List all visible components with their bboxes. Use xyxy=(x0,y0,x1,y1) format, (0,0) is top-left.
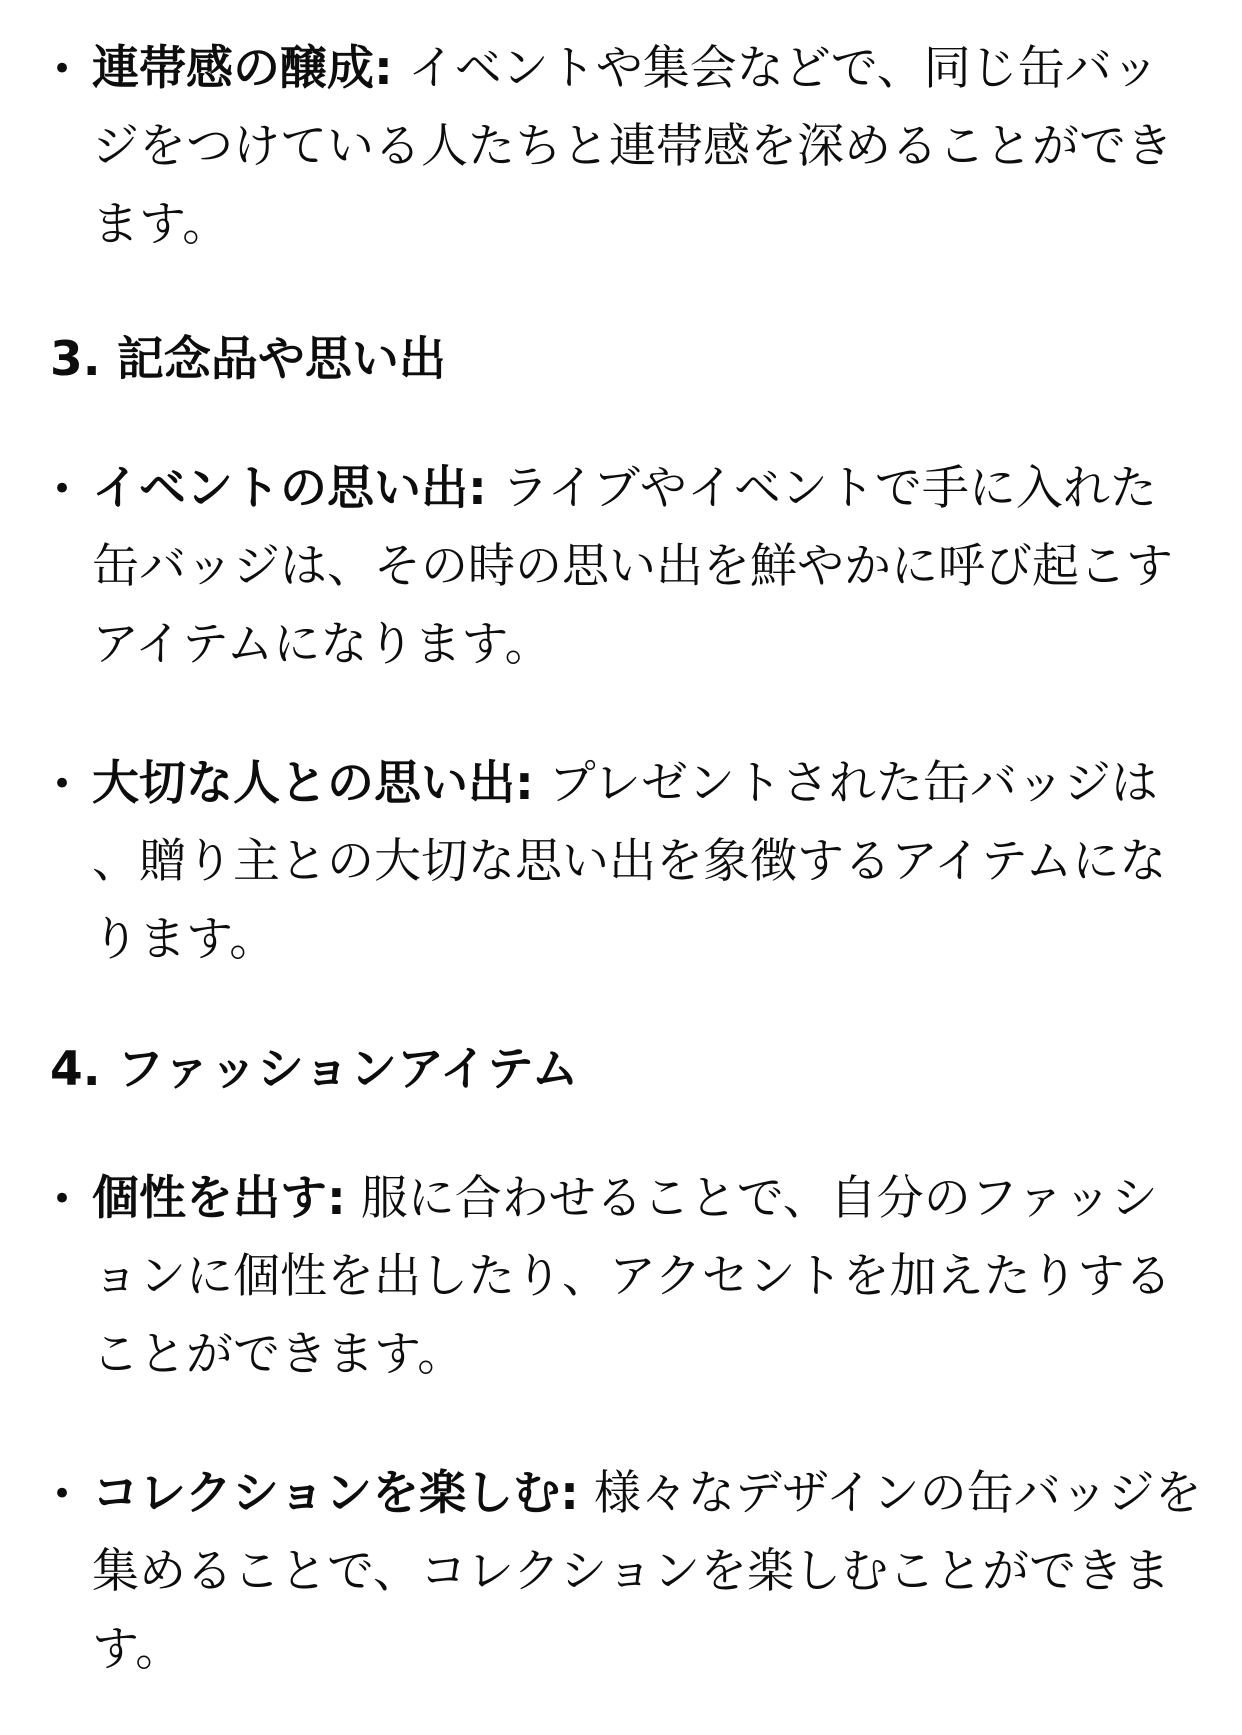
list-item-text xyxy=(92,1160,1202,1394)
section-heading: 3. 記念品や思い出 xyxy=(50,332,446,387)
section-heading: 4. ファッションアイテム xyxy=(50,1042,579,1097)
list-item-description: イベントや集会などで、同じ缶バッジをつけている人たちと連帯感を深めることができます。 xyxy=(92,41,1173,252)
bullet-marker: • xyxy=(52,1474,73,1514)
list-item-text xyxy=(92,1455,1202,1689)
list-item-term: 大切な人との思い出: xyxy=(92,756,534,811)
bullet-marker: • xyxy=(52,764,73,804)
list-item-text xyxy=(92,450,1202,684)
list-item-term: 連帯感の醸成: xyxy=(92,41,393,96)
list-item-term: 個性を出す: xyxy=(92,1171,346,1226)
list-item xyxy=(52,30,1202,264)
list-item-term: コレクションを楽しむ: xyxy=(92,1466,579,1521)
list-item xyxy=(52,1455,1202,1689)
list-item-description: 服に合わせることで、自分のファッションに個性を出したり、アクセントを加えたりすることができます。 xyxy=(92,1171,1172,1382)
list-item-description: プレゼントされた缶バッジは、贈り主との大切な思い出を象徴するアイテムになります。 xyxy=(92,756,1167,967)
list-item xyxy=(52,450,1202,684)
list-item xyxy=(52,1160,1202,1394)
list-item-description: ライブやイベントで手に入れた缶バッジは、その時の思い出を鮮やかに呼び起こすアイテムになります。 xyxy=(92,461,1173,672)
bullet-marker: • xyxy=(52,1179,73,1219)
bullet-marker: • xyxy=(52,49,73,89)
list-item-text xyxy=(92,745,1202,979)
bullet-marker: • xyxy=(52,469,73,509)
list-item-text xyxy=(92,30,1202,264)
list-item-term: イベントの思い出: xyxy=(92,461,487,516)
list-item-description: 様々なデザインの缶バッジを集めることで、コレクションを楽しむことができます。 xyxy=(92,1466,1202,1677)
list-item xyxy=(52,745,1202,979)
